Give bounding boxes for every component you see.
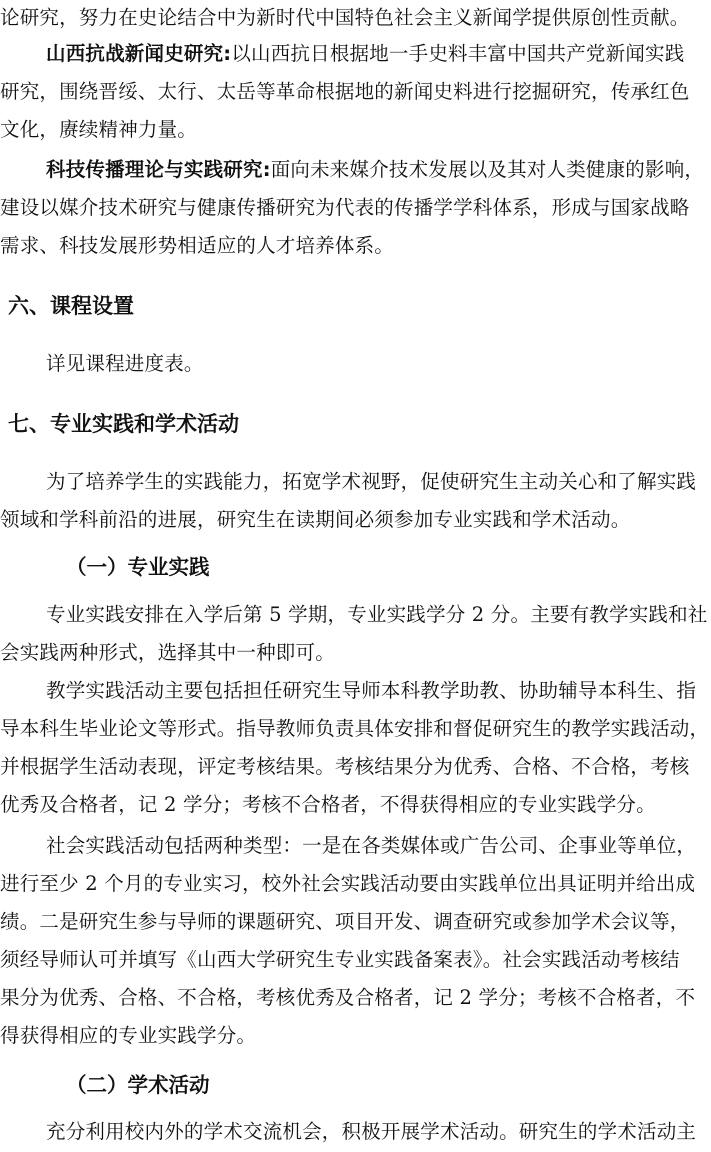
paragraph-line: 须经导师认可并填写《山西大学研究生专业实践备案表》。社会实践活动考核结 xyxy=(0,948,680,971)
paragraph-line: 绩。二是研究生参与导师的课题研究、项目开发、调查研究或参加学术会议等， xyxy=(0,910,690,933)
paragraph-line: 进行至少 2 个月的专业实习，校外社会实践活动要由实践单位出具证明并给出成 xyxy=(0,872,696,895)
research-direction-title: 科技传播理论与实践研究: xyxy=(46,158,271,181)
paragraph-line: 需求、科技发展形势相适应的人才培养体系。 xyxy=(0,234,395,257)
paragraph-line: 得获得相应的专业实践学分。 xyxy=(0,1024,257,1047)
paragraph-line: 领域和学科前沿的进展，研究生在读期间必须参加专业实践和学术活动。 xyxy=(0,508,631,531)
paragraph-line: 社会实践活动包括两种类型：一是在各类媒体或广告公司、企事业等单位， xyxy=(46,834,697,857)
paragraph-line: 会实践两种形式，选择其中一种即可。 xyxy=(0,641,335,664)
paragraph-line: 果分为优秀、合格、不合格，考核优秀及合格者，记 2 学分；考核不合格者，不 xyxy=(0,986,696,1009)
paragraph-line: 充分利用校内外的学术交流机会，积极开展学术活动。研究生的学术活动主 xyxy=(46,1120,697,1143)
paragraph-line: 为了培养学生的实践能力，拓宽学术视野，促使研究生主动关心和了解实践 xyxy=(46,470,697,493)
sub-heading-academic-activities: （二）学术活动 xyxy=(66,1073,210,1097)
research-direction-tech-first-line xyxy=(46,152,711,188)
paragraph-line: 文化，赓续精神力量。 xyxy=(0,118,198,141)
research-direction-text: 面向未来媒介技术发展以及其对人类健康的影响， xyxy=(270,158,705,181)
research-direction-title: 山西抗战新闻史研究: xyxy=(46,42,232,65)
paragraph-line: 教学实践活动主要包括担任研究生导师本科教学助教、协助辅导本科生、指 xyxy=(46,679,697,702)
paragraph-line: 优秀及合格者，记 2 学分；考核不合格者，不得获得相应的专业实践学分。 xyxy=(0,793,656,816)
paragraph-line: 论研究，努力在史论结合中为新时代中国特色社会主义新闻学提供原创性贡献。 xyxy=(0,6,690,29)
section-heading-courses: 六、课程设置 xyxy=(8,294,134,318)
paragraph-line: 导本科生毕业论文等形式。指导教师负责具体安排和督促研究生的教学实践活动， xyxy=(0,717,710,740)
paragraph-line: 详见课程进度表。 xyxy=(46,352,204,375)
paragraph-line: 建设以媒介技术研究与健康传播研究为代表的传播学学科体系，形成与国家战略 xyxy=(0,196,690,219)
research-direction-text: 以山西抗日根据地一手史料丰富中国共产党新闻实践 xyxy=(231,42,685,65)
research-direction-shanxi-first-line xyxy=(46,36,711,72)
paragraph-line: 专业实践安排在入学后第 5 学期，专业实践学分 2 分。主要有教学实践和社 xyxy=(46,603,708,626)
sub-heading-professional-practice: （一）专业实践 xyxy=(66,555,210,579)
paragraph-line: 研究，围绕晋绥、太行、太岳等革命根据地的新闻史料进行挖掘研究，传承红色 xyxy=(0,80,690,103)
paragraph-line: 并根据学生活动表现，评定考核结果。考核结果分为优秀、合格、不合格，考核 xyxy=(0,755,690,778)
section-heading-practice: 七、专业实践和学术活动 xyxy=(8,412,239,436)
